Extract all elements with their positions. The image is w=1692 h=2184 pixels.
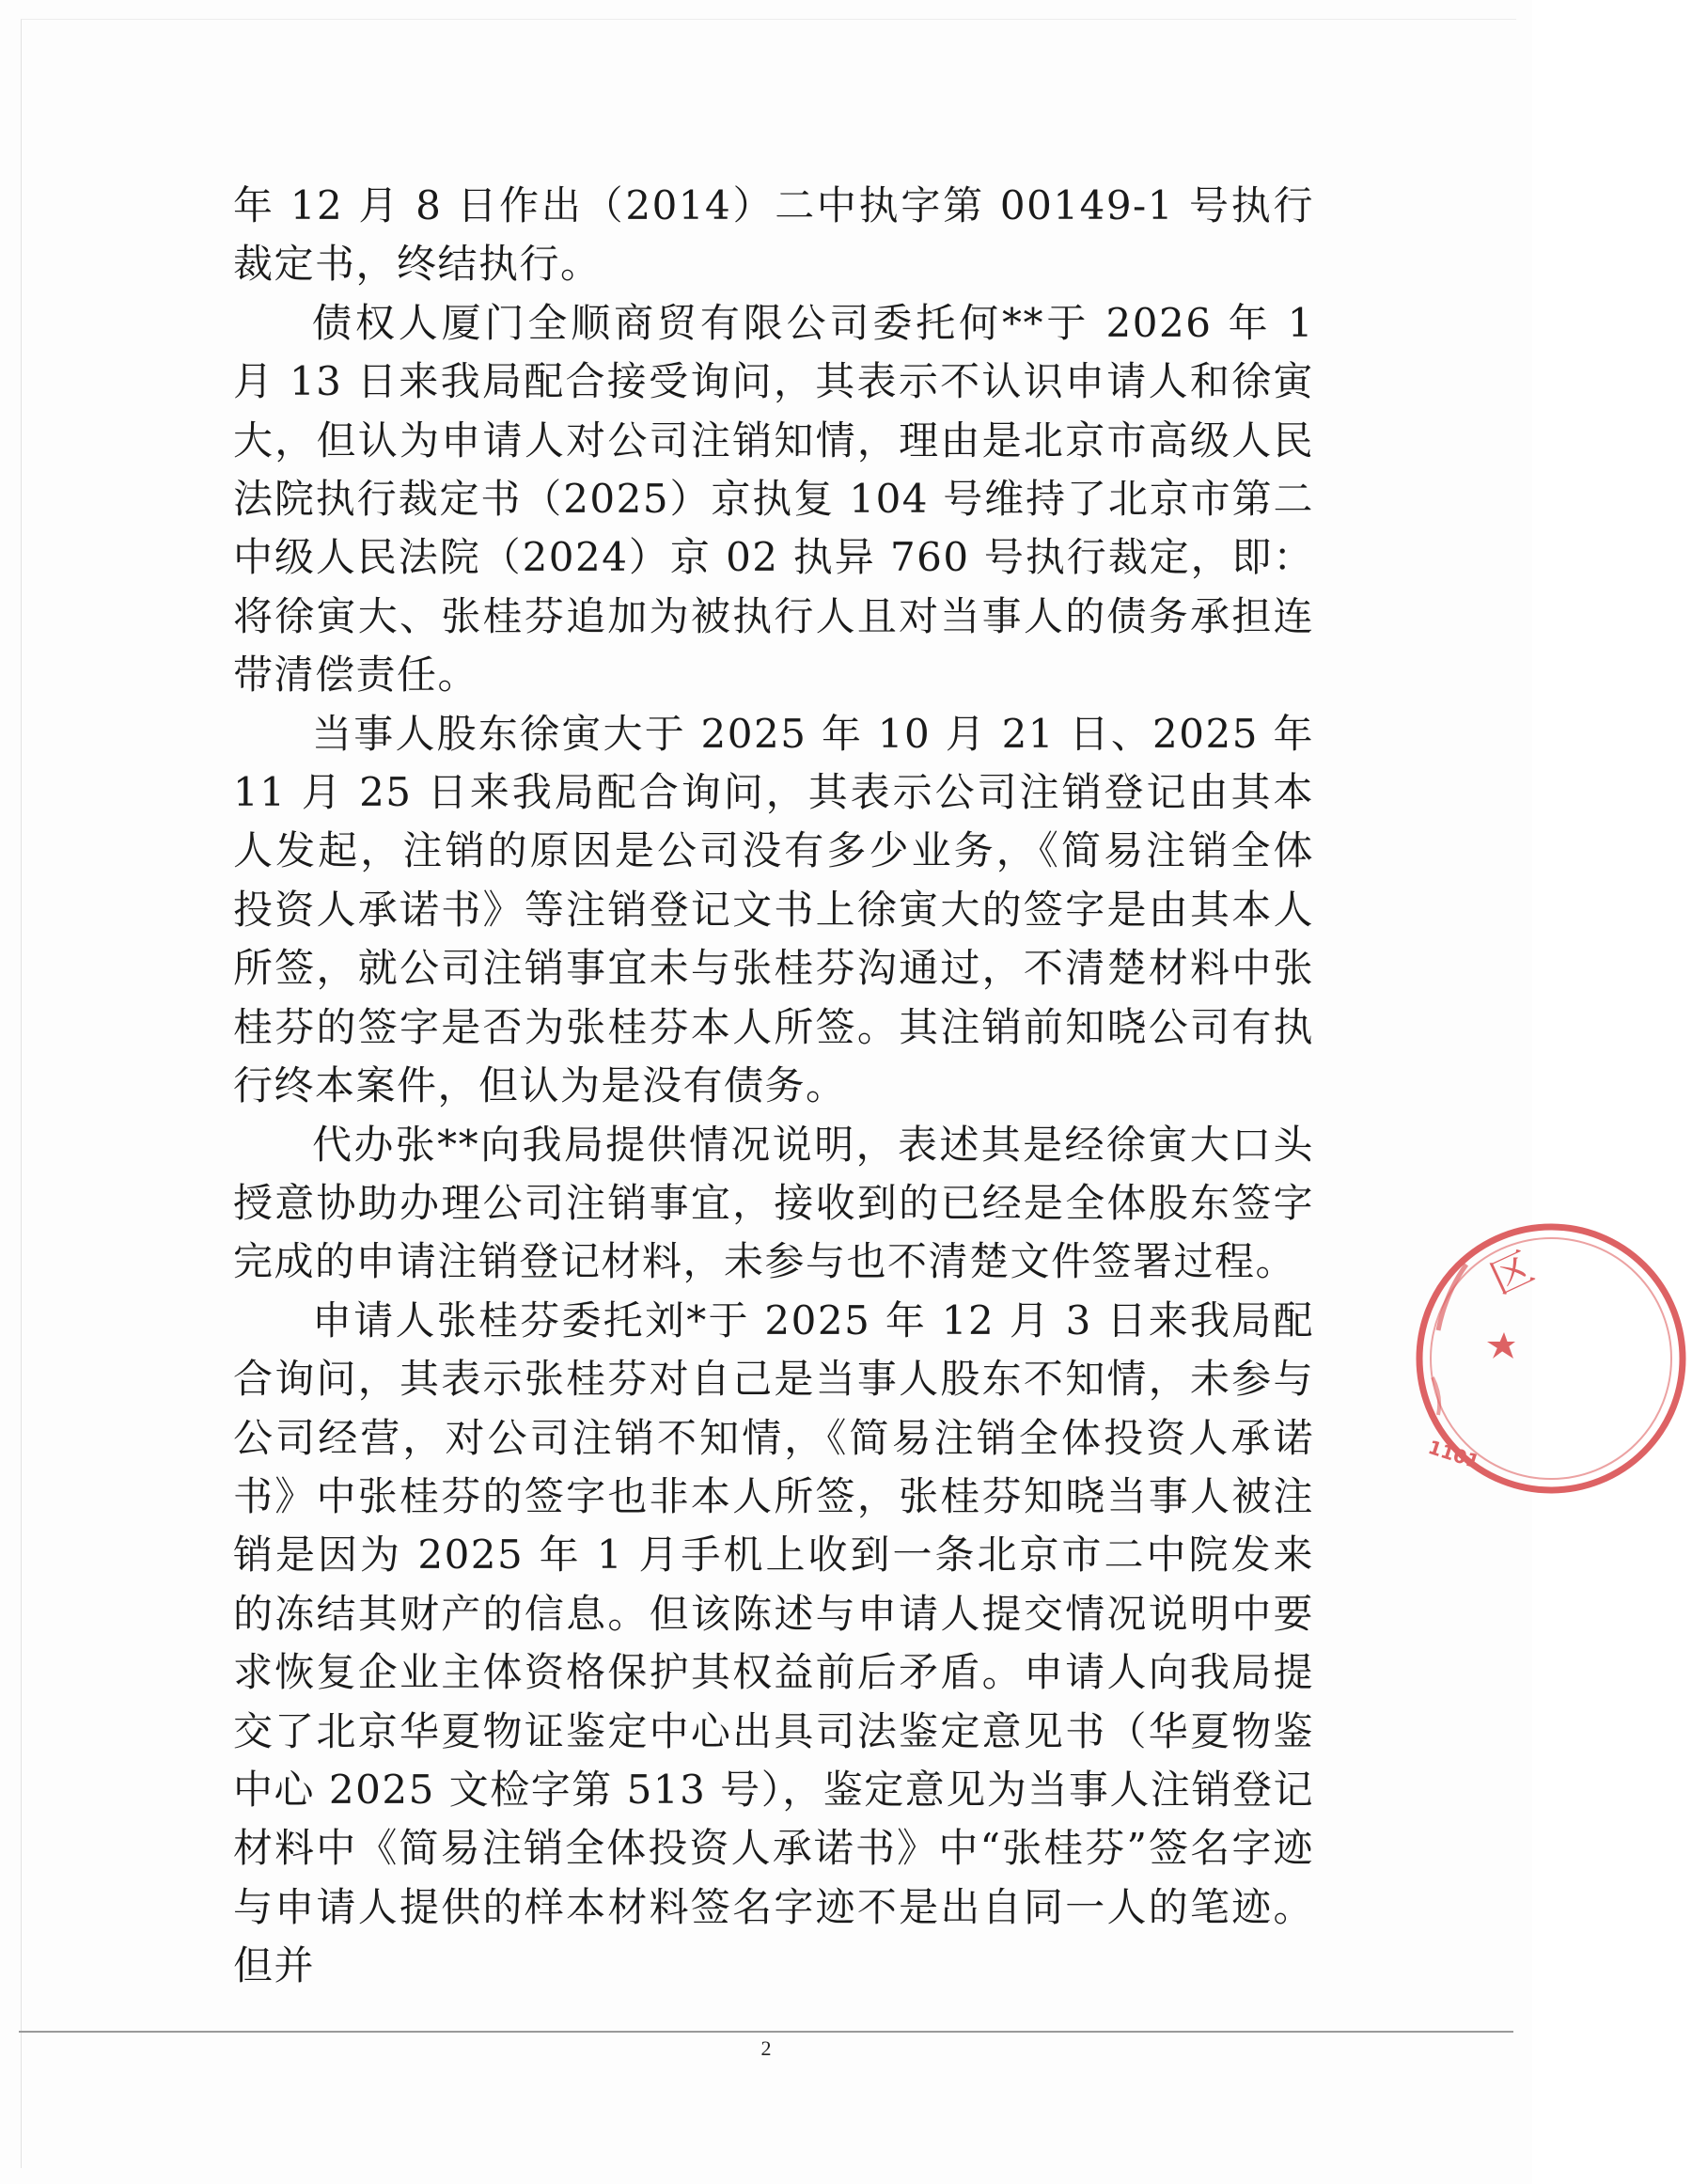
paragraph-creditor-statement: 债权人厦门全顺商贸有限公司委托何**于 2026 年 1 月 13 日来我局配合接受询问，其表示不认识申请人和徐寅大，但认为申请人对公司注销知情，理由是北京市高级人民法院执行裁定书（2025）京执复 104 号维持了北京市第二中级人民法院（2024）京 02 执异 760 号执行裁定，即：将徐寅大、张桂芬追加为被执行人且对当事人的债务承担连带清偿责任。: [233, 299, 1314, 699]
official-seal-icon: [1410, 1218, 1692, 1500]
document-body: [233, 177, 1314, 1996]
svg-text:区: 区: [1483, 1243, 1542, 1304]
paragraph-applicant-statement: 申请人张桂芬委托刘*于 2025 年 12 月 3 日来我局配合询问，其表示张桂芬对自己是当事人股东不知情，未参与公司经营，对公司注销不知情，《简易注销全体投资人承诺书》中张桂芬的签字也非本人所签，张桂芬知晓当事人被注销是因为 2025 年 1 月手机上收到一条北京市二中院发来的冻结其财产的信息。但该陈述与申请人提交情况说明中要求恢复企业主体资格保护其权益前后矛盾。申请人向我局提交了北京华夏物证鉴定中心出具司法鉴定意见书（华夏物鉴中心 2025 文检字第 513 号），鉴定意见为当事人注销登记材料中《简易注销全体投资人承诺书》中“张桂芬”签名字迹与申请人提供的样本材料签名字迹不是出自同一人的笔迹。但并: [233, 1296, 1315, 1989]
paragraph-agent-statement: 代办张**向我局提供情况说明，表述其是经徐寅大口头授意协助办理公司注销事宜，接收到的已经是全体股东签字完成的申请注销登记材料，未参与也不清楚文件签署过程。: [233, 1121, 1314, 1285]
paragraph-shareholder-statement: 当事人股东徐寅大于 2025 年 10 月 21 日、2025 年 11 月 25 日来我局配合询问，其表示公司注销登记由其本人发起，注销的原因是公司没有多少业务，《简易注销全体投资人承诺书》等注销登记文书上徐寅大的签字是由其本人所签，就公司注销事宜未与张桂芬沟通过，不清楚材料中张桂芬的签字是否为张桂芬本人所签。其注销前知晓公司有执行终本案件，但认为是没有债务。: [233, 710, 1314, 1109]
svg-text:1101: 1101: [1425, 1435, 1482, 1473]
paragraph-continuation: 年 12 月 8 日作出（2014）二中执字第 00149-1 号执行裁定书，终结执行。: [233, 182, 1314, 288]
page-number: 2: [760, 2036, 772, 2060]
